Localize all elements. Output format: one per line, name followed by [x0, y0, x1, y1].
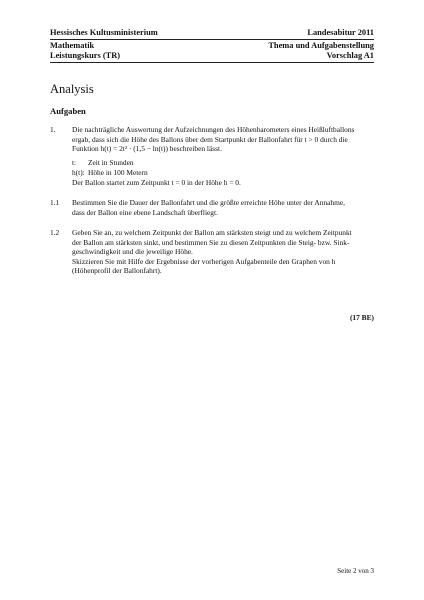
exam-name: Landesabitur 2011 [307, 28, 374, 37]
definition-row [72, 158, 148, 168]
task-1-2-text [72, 228, 374, 276]
header-rule [50, 39, 374, 40]
task-1-2-line: Geben Sie an, zu welchem Zeitpunkt der Ballon am stärksten steigt und zu welchem Zeitpunkt [72, 228, 352, 237]
variable-definitions [72, 158, 148, 177]
header-row-2 [50, 41, 374, 51]
task-1-2-line: der Ballon am stärksten sinkt, und bestimmen Sie zu diesen Zeitpunkten die Steig- bzw. Sink- [72, 237, 350, 247]
task-1-2-line: geschwindigkeit und die jeweilige Höhe. [72, 247, 193, 257]
header-row-3 [50, 51, 374, 61]
task-1-1-text [72, 198, 374, 217]
course: Leistungskurs (TR) [50, 51, 121, 60]
subject: Mathematik [50, 41, 95, 50]
page-title: Analysis [50, 82, 94, 96]
definition-symbol: t: [72, 158, 77, 167]
task-1-2-number: 1.2 [50, 228, 60, 237]
task-1-1-line: dass der Ballon eine ebene Landschaft überfliegt. [72, 207, 218, 217]
topic: Thema und Aufgabenstellung [268, 41, 374, 50]
task-1-1-number: 1.1 [50, 198, 60, 207]
section-title: Aufgaben [50, 106, 86, 116]
task-1-line: Die nachträgliche Auswertung der Aufzeichnungen des Höhenbarometers eines Heißluftballons [72, 125, 355, 134]
ministry-name: Hessisches Kultusministerium [50, 28, 158, 37]
task-1-line: Funktion h(t) = 2t² · (1,5 − ln(t)) beschreiben lässt. [72, 144, 222, 154]
definition-text: Zeit in Stunden [88, 158, 134, 167]
header-rule-bottom [50, 62, 374, 63]
points-total: (17 BE) [349, 313, 374, 322]
task-1-number: 1. [50, 125, 56, 134]
definition-row [72, 168, 148, 178]
task-1-1-line: Bestimmen Sie die Dauer der Ballonfahrt und die größte erreichte Höhe unter der Annahme, [72, 198, 345, 207]
task-1-2-line: (Höhenprofil der Ballonfahrt). [72, 266, 162, 276]
task-1-2-line: Skizzieren Sie mit Hilfe der Ergebnisse der vorherigen Aufgabenteile den Graphen von h [72, 256, 336, 266]
definition-symbol: h(t): [72, 167, 85, 177]
proposal: Vorschlag A1 [326, 51, 374, 60]
header-row-1 [50, 28, 374, 38]
page-number: Seite 2 von 3 [337, 567, 374, 575]
start-condition: Der Ballon startet zum Zeitpunkt t = 0 in der Höhe h = 0. [72, 178, 241, 187]
task-1-text [72, 125, 374, 154]
definition-text: Höhe in 100 Metern [88, 167, 148, 177]
task-1-line: ergab, dass sich die Höhe des Ballons über dem Startpunkt der Ballonfahrt für t > 0 durch die [72, 134, 348, 144]
